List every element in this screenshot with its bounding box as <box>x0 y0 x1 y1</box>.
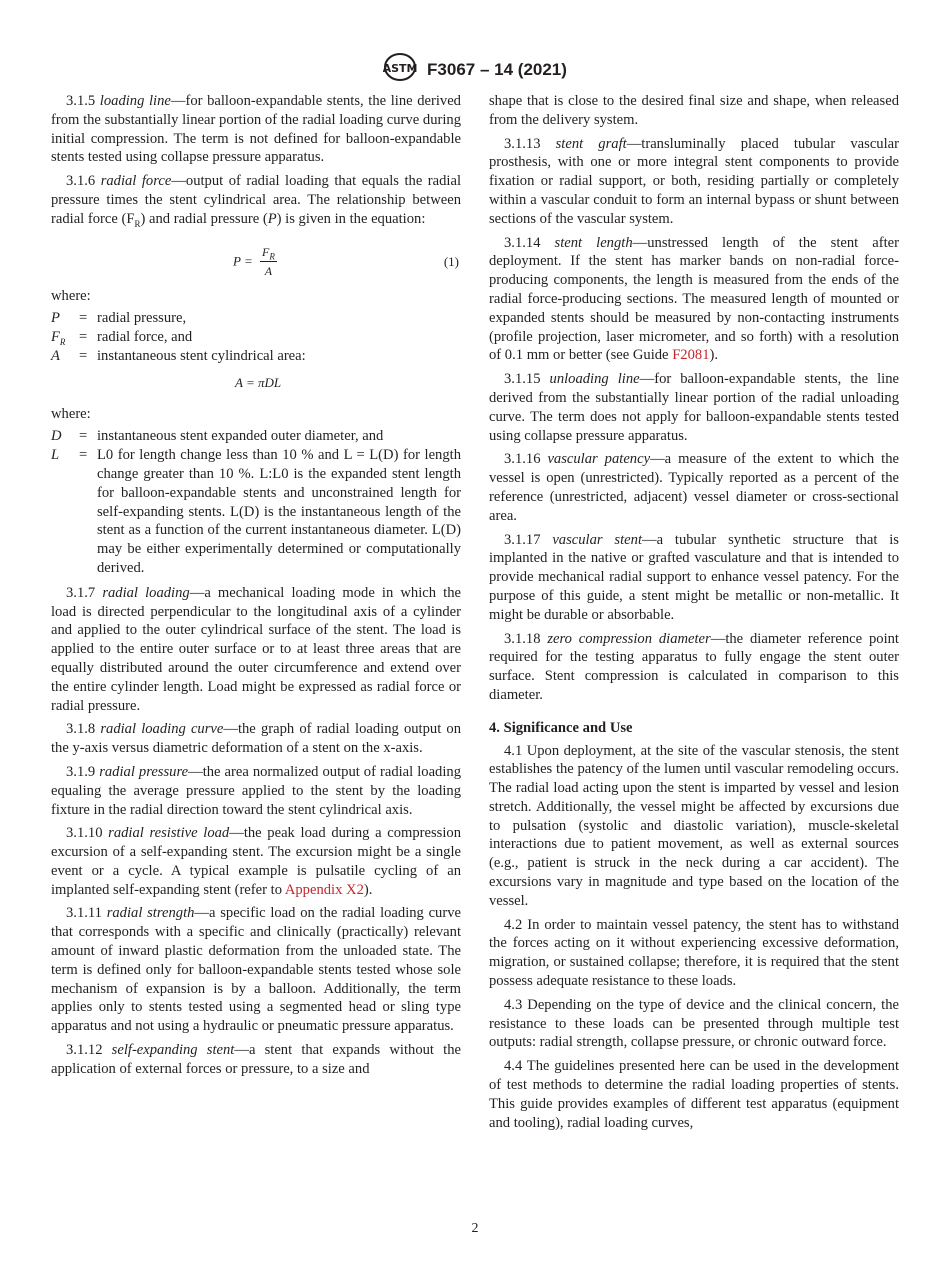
definition-3-1-6: 3.1.6 radial force—output of radial loading that equals the radial pressure times the stent cylindrical area. The relationship between radial force $(F_R)$ and radial pressure (P) is given in the equation: <box>51 173 462 229</box>
equation-number: (1) <box>443 253 459 269</box>
section-heading-4: 4. Significance and Use <box>489 719 633 736</box>
definition-3-1-7: 3.1.7 radial loading—a mechanical loading mode in which the load is directed perpendicular to the longitudinal axis of a cylinder and applied to the outer cylindrical surface of the stent. The load is applied to the entire outer surface or to at least three areas that are equally distributed around the outer circumference and extend over the entire cylinder length. Load might be expressed as radial force or radial pressure. <box>51 584 461 714</box>
definition-3-1-14: 3.1.14 stent length—unstressed length of the stent after deployment. If the stent has marker bands on non-radial force-producing components, the length is measured from the ends of the radial force-producing sections. The measured length of mounted or expanded stents should be measured by non-contacting instruments (profile projection, laser micrometer, and so forth) with a resolution of 0.1 mm or better (see Guide F2081). <box>489 234 899 364</box>
definition-3-1-5: 3.1.5 loading line—for balloon-expandable stents, the line derived from the substantially linear portion of the radial loading curve during initial compression. The term is not defined for balloon-expandable stents tested using collapse pressure apparatus. <box>51 93 461 166</box>
definition-3-1-9: 3.1.9 radial pressure—the area normalized output of radial loading equaling the average pressure applied to the stent by the loading fixture in the radial direction toward the stent cylindrical axis. <box>51 763 461 818</box>
guide-f2081-link[interactable]: F2081 <box>672 347 710 364</box>
svg-text:ASTM: ASTM <box>383 62 418 75</box>
variable-definitions <box>51 309 461 365</box>
where-label-2: where: <box>51 405 91 422</box>
definition-3-1-17: 3.1.17 vascular stent—a tubular synthetic structure that is implanted in the native or grafted vasculature and that is intended to provide mechanical radial support to enhance vessel patency. For the purpose of this guide, a stent might be metallic or non-metallic. It might be durable or absorbable. <box>489 531 899 623</box>
where-label: where: <box>51 287 91 304</box>
def-d: D = instantaneous stent expanded outer diameter, and <box>51 428 384 445</box>
paragraph-4-4: 4.4 The guidelines presented here can be used in the development of test methods to determine the radial loading properties of stents. This guide provides examples of different test apparatus (equipment and tooling), radial loading curves, <box>489 1058 899 1131</box>
document-designation: F3067 – 14 (2021) <box>427 59 567 79</box>
definition-3-1-12: 3.1.12 self-expanding stent—a stent that expands without the application of external forces or pressure, to a size and <box>51 1042 461 1077</box>
definition-3-1-10: 3.1.10 radial resistive load—the peak load during a compression excursion of a self-expanding stent. The excursion might be a single event or a cycle. A typical example is pulsatile cycling of an implanted self-expanding stent (refer to Appendix X2). <box>51 825 462 898</box>
definition-3-1-16: 3.1.16 vascular patency—a measure of the extent to which the vessel is open (unrestricted). Typically reported as a percent of the reference (unrestricted, adjacent) vessel diameter or cross-sectional area. <box>489 451 899 524</box>
astm-logo-icon <box>383 52 417 87</box>
def-a: A = instantaneous stent cylindrical area: <box>51 347 306 364</box>
definition-3-1-13: 3.1.13 stent graft—transluminally placed tubular vascular prosthesis, with one or more integral stent components to provide fixation or radial support, or both, residing partially or completely within a vascular conduit to form an internal bypass or shunt between sections of the vascular system. <box>489 135 899 227</box>
page-number: 2 <box>471 1221 479 1236</box>
definition-3-1-12-continued: shape that is close to the desired final size and shape, when released from the delivery system. <box>489 93 899 128</box>
paragraph-4-2: 4.2 In order to maintain vessel patency, the stent has to withstand the forces acting on it without experiencing excessive deformation, migration, or sustained collapse; therefore, it is required that the stent possess adequate resistance to these loads. <box>489 916 899 990</box>
paragraph-4-3: 4.3 Depending on the type of device and the clinical concern, the resistance to these loads can be presented through multiple test outputs: radial strength, collapse pressure, or chronic outward force. <box>489 996 899 1051</box>
definition-3-1-15: 3.1.15 unloading line—for balloon-expandable stents, the line derived from the substantially linear portion of the radial unloading curve. The term does not apply for balloon-expandable stents tested using collapse pressure apparatus. <box>489 371 899 444</box>
definition-3-1-8: 3.1.8 radial loading curve—the graph of radial loading output on the y-axis versus diametric deformation of a stent on the x-axis. <box>51 721 461 757</box>
definition-3-1-11: 3.1.11 radial strength—a specific load on the radial loading curve that corresponds with a specific and clinically (practically) relevant amount of inward plastic deformation from the unloaded state. The term is defined only for balloon-expandable stents tested whose sole mechanism of expansion is by a balloon. Additionally, the term applies only to stents tested using a segmented head or sling type apparatus and not using a hydraulic or pneumatic pressure apparatus. <box>51 905 461 1035</box>
def-p: P = radial pressure, <box>51 310 187 327</box>
equation-1: P = $\frac{F_R}{A}$ (1) <box>233 244 459 279</box>
right-column <box>489 92 899 1137</box>
paragraph-4-1: 4.1 Upon deployment, at the site of the vascular stenosis, the stent establishes the patency of the lumen until vascular remodeling occurs. The radial load acting upon the stent is imparted by vessel and lesion stretch. Additionally, the vessel might be affected by excursions due to pulsation (systolic and diastolic variation), muscle-skeletal interactions due to patient movement, as well as external sources (e.g., patient is struck in the neck during a car accident). The excursions vary in magnitude and type based on the location of the vessel. <box>489 742 899 909</box>
page-header <box>0 52 950 87</box>
definition-3-1-18: 3.1.18 zero compression diameter—the diameter reference point required for the testing apparatus to fully engage the stent outer surface. Stent compression is calculated in comparison to this diameter. <box>489 630 899 703</box>
def-l: L = L0 for length change less than 10 % and L = L(D) for length change greater than 10 %. L:L0 is the expanded stent length for balloon-expandable stents and unconstrained length for self-expanding stents. L(D) is the instantaneous length of the stent as a function of the current instantaneous diameter. L(D) may be either experimentally determined or computationally derived. <box>51 447 461 576</box>
appendix-x2-link[interactable]: Appendix X2 <box>284 881 364 898</box>
left-column <box>51 92 461 1084</box>
equation-area: A = πDL <box>235 374 282 390</box>
def-fr: $F_R$ = radial force, and <box>51 329 193 348</box>
variable-definitions-2 <box>51 427 461 577</box>
